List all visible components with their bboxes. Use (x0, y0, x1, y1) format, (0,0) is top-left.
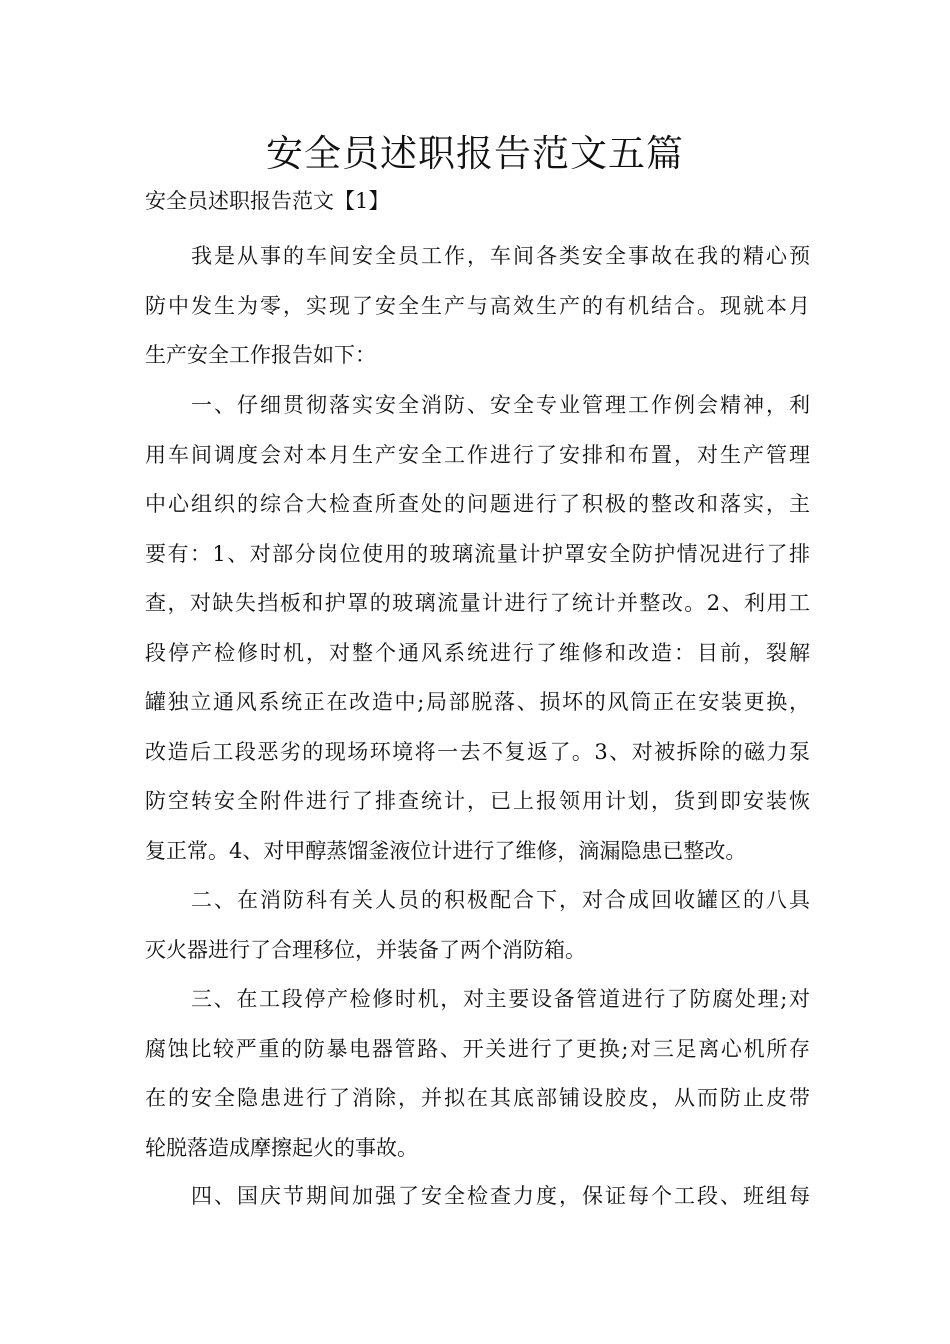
paragraph (145, 876, 810, 975)
paragraph (145, 232, 810, 381)
paragraph-line: 防中发生为零，实现了安全生产与高效生产的有机结合。现就本月 (145, 293, 810, 318)
paragraph-line: 改造后工段恶劣的现场环境将一去不复返了。3、对被拆除的磁力泵 (145, 739, 810, 764)
paragraph-line: 段停产检修时机，对整个通风系统进行了维修和改造：目前，裂解 (145, 640, 810, 665)
paragraph-line: 我是从事的车间安全员工作，车间各类安全事故在我的精心预 (191, 244, 810, 268)
paragraph-line: 轮脱落造成摩擦起火的事故。 (145, 1135, 418, 1160)
paragraph-line: 灭火器进行了合理移位，并装备了两个消防箱。 (145, 937, 586, 962)
paragraph-line: 在的安全隐患进行了消除，并拟在其底部铺设胶皮，从而防止皮带 (145, 1086, 810, 1110)
paragraph-line: 查，对缺失挡板和护罩的玻璃流量计进行了统计并整改。2、利用工 (145, 591, 810, 615)
paragraph-line: 生产安全工作报告如下： (145, 343, 376, 367)
paragraph-line: 要有：1、对部分岗位使用的玻璃流量计护罩安全防护情况进行了排 (145, 541, 810, 566)
paragraph-line: 腐蚀比较严重的防暴电器管路、开关进行了更换;对三足离心机所存 (145, 1036, 810, 1061)
paragraph (145, 975, 810, 1173)
paragraph (145, 381, 810, 876)
paragraph-line: 三、在工段停产检修时机，对主要设备管道进行了防腐处理;对 (191, 987, 810, 1011)
section-heading: 安全员述职报告范文【1】 (145, 189, 390, 213)
paragraph-line: 四、国庆节期间加强了安全检查力度，保证每个工段、班组每 (191, 1184, 810, 1208)
paragraph-line: 用车间调度会对本月生产安全工作进行了安排和布置，对生产管理 (145, 442, 810, 467)
document-title: 安全员述职报告范文五篇 (266, 132, 684, 175)
paragraph-line: 防空转安全附件进行了排查统计，已上报领用计划，货到即安装恢 (145, 789, 810, 813)
paragraph-line: 复正常。4、对甲醇蒸馏釜液位计进行了维修，滴漏隐患已整改。 (145, 838, 747, 863)
paragraph (145, 1172, 810, 1222)
paragraph-line: 中心组织的综合大检查所查处的问题进行了积极的整改和落实，主 (145, 492, 810, 516)
paragraph-line: 二、在消防科有关人员的积极配合下，对合成回收罐区的八具 (191, 888, 810, 912)
paragraph-line: 一、仔细贯彻落实安全消防、安全专业管理工作例会精神，利 (191, 393, 810, 417)
paragraph-line: 罐独立通风系统正在改造中;局部脱落、损坏的风筒正在安装更换， (145, 690, 810, 714)
